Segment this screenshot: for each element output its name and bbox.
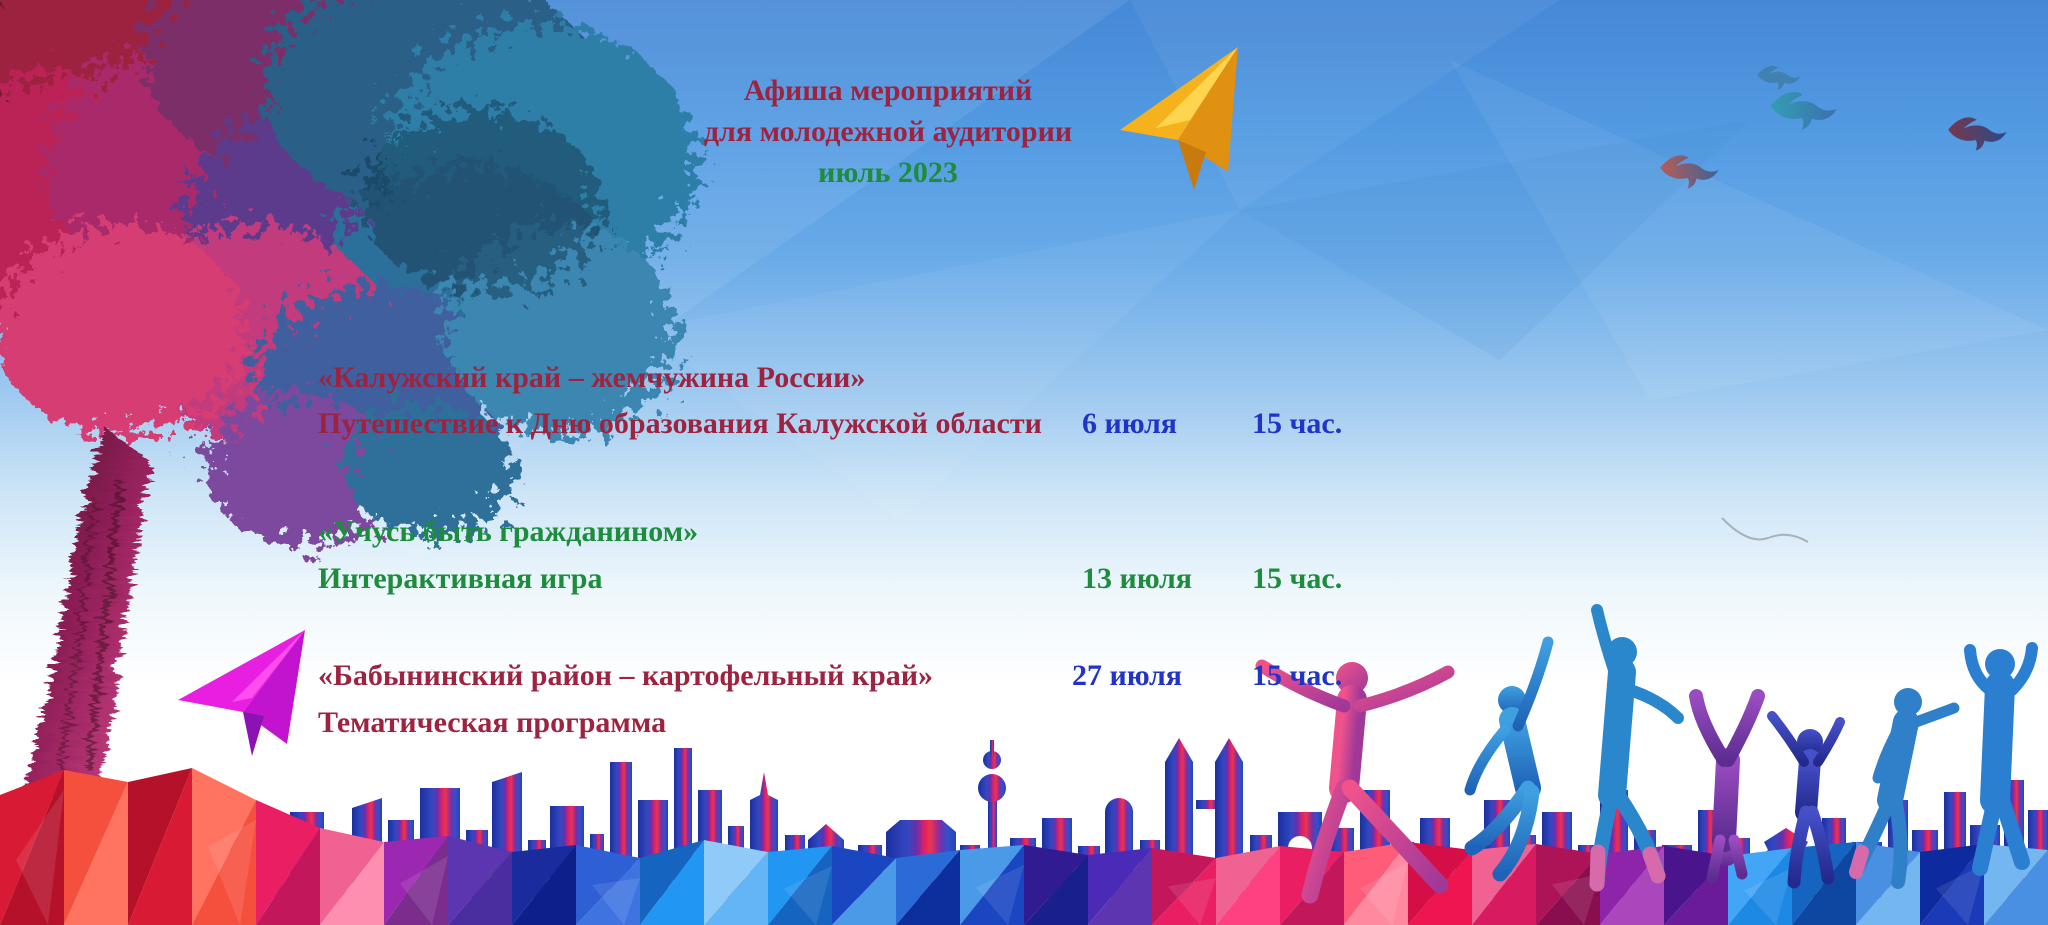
poster-header bbox=[548, 70, 1228, 193]
event-3-title: «Бабынинский район – картофельный край» bbox=[318, 659, 934, 692]
event-2-title: «Учусь быть гражданином» bbox=[318, 515, 699, 548]
bird-icon bbox=[1948, 117, 2006, 150]
header-month: июль 2023 bbox=[818, 156, 958, 189]
event-2-subtitle: Интерактивная игра bbox=[318, 562, 603, 595]
event-3-date: 27 июля bbox=[1072, 659, 1183, 692]
event-2-time: 15 час. bbox=[1252, 562, 1343, 595]
header-line2: для молодежной аудитории bbox=[703, 115, 1073, 148]
magenta-paper-plane-icon bbox=[178, 630, 305, 756]
bird-icon bbox=[1771, 92, 1837, 130]
person-silhouette bbox=[1597, 610, 1678, 884]
event-3-subtitle: Тематическая программа bbox=[318, 706, 667, 739]
event-1-subtitle: Путешествие к Дню образования Калужской области bbox=[318, 407, 1042, 440]
event-1-time: 15 час. bbox=[1252, 407, 1343, 440]
event-1-date: 6 июля bbox=[1082, 407, 1178, 440]
bird-icon bbox=[1758, 66, 1800, 90]
event-3-time: 15 час. bbox=[1252, 659, 1343, 692]
event-1-title: «Калужский край – жемчужина России» bbox=[318, 361, 866, 394]
bird-outline-icon bbox=[1722, 518, 1808, 542]
event-2-date: 13 июля bbox=[1082, 562, 1193, 595]
header-line1: Афиша мероприятий bbox=[743, 74, 1033, 107]
